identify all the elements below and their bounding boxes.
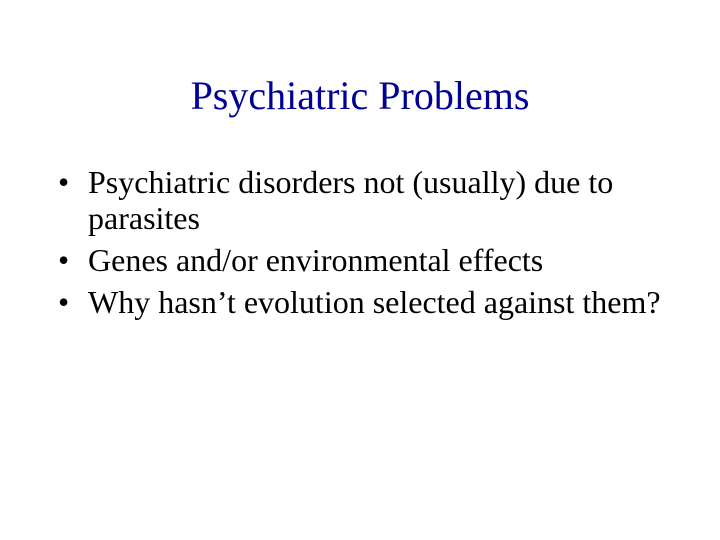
slide-title: Psychiatric Problems bbox=[190, 73, 530, 118]
bullet-icon: • bbox=[58, 242, 70, 278]
bullet-text: Psychiatric disorders not (usually) due to parasites bbox=[88, 164, 614, 236]
bullet-item bbox=[58, 164, 678, 236]
bullet-item bbox=[58, 242, 678, 278]
bullet-text: Why hasn’t evolution selected against them? bbox=[88, 284, 661, 320]
bullet-icon: • bbox=[58, 284, 70, 320]
bullet-icon: • bbox=[58, 164, 70, 200]
bullet-text: Genes and/or environmental effects bbox=[88, 242, 544, 278]
bullet-list bbox=[58, 164, 678, 326]
bullet-item bbox=[58, 284, 678, 320]
